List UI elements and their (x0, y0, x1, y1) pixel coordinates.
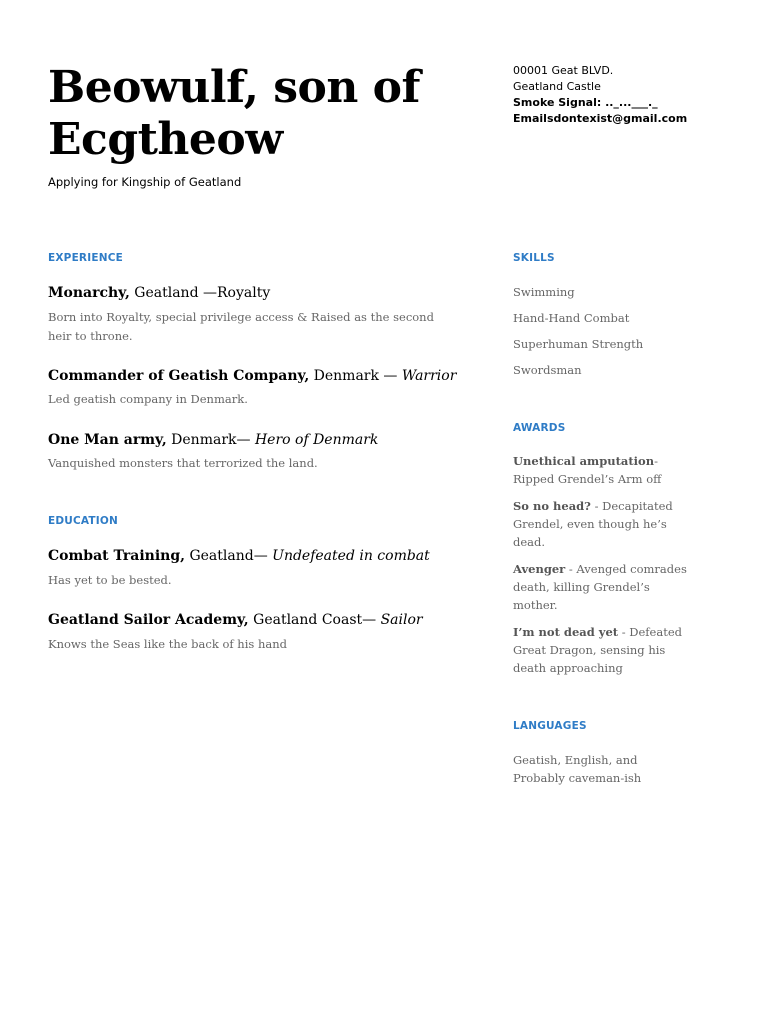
education-location: Geatland— (185, 548, 273, 564)
experience-location: Denmark— (166, 432, 255, 448)
awards-heading: AWARDS (513, 422, 566, 434)
award-item (513, 452, 688, 488)
education-heading: EDUCATION (48, 515, 119, 527)
award-item (513, 623, 688, 677)
tagline: Applying for Kingship of Geatland (48, 175, 242, 189)
experience-description: Vanquished monsters that terrorized the land. (48, 456, 318, 470)
experience-heading: EXPERIENCE (48, 252, 123, 264)
education-item-title (48, 548, 430, 564)
award-title: I’m not dead yet (513, 625, 619, 639)
contact-block (513, 63, 753, 127)
experience-role: Warrior (401, 368, 457, 384)
experience-description: Led geatish company in Denmark. (48, 392, 248, 406)
award-title: Avenger (513, 562, 566, 576)
education-item-title (48, 612, 423, 628)
award-title: Unethical amputation (513, 454, 655, 468)
experience-role: Hero of Denmark (254, 432, 379, 448)
experience-description: Born into Royalty, special privilege access & Raised as the second heir to throne. (48, 310, 434, 343)
experience-org: One Man army, (48, 432, 167, 448)
education-location: Geatland Coast— (248, 612, 381, 628)
languages-text: Geatish, English, and Probably caveman-ish (513, 753, 642, 785)
education-role: Undefeated in combat (272, 548, 430, 564)
award-description: - Avenged comrades death, killing Grendel’s mother. (513, 562, 687, 612)
education-org: Combat Training, (48, 548, 185, 564)
award-description: - Decapitated Grendel, even though he’s dead. (513, 499, 673, 549)
experience-item-title (48, 368, 456, 384)
experience-item-title (48, 285, 270, 301)
skill-item: Swimming (513, 285, 575, 299)
award-item (513, 560, 688, 614)
award-description: - Defeated Great Dragon, sensing his death approaching (513, 625, 683, 675)
award-description: - Ripped Grendel’s Arm off (513, 454, 662, 486)
experience-location: Denmark — (309, 368, 402, 384)
award-title: So no head? (513, 499, 591, 513)
experience-role: Royalty (217, 285, 271, 301)
education-description: Knows the Seas like the back of his hand (48, 637, 287, 651)
applicant-name: Beowulf, son of Ecgtheow (48, 62, 420, 165)
languages-heading: LANGUAGES (513, 720, 587, 732)
smoke-signal: Smoke Signal: .._...___._ (513, 96, 658, 109)
skill-item: Swordsman (513, 363, 582, 377)
skill-item: Hand-Hand Combat (513, 311, 630, 325)
address-line-1: 00001 Geat BLVD. (513, 64, 614, 77)
skills-heading: SKILLS (513, 252, 555, 264)
experience-org: Monarchy, (48, 285, 130, 301)
education-org: Geatland Sailor Academy, (48, 612, 249, 628)
experience-item-title (48, 432, 378, 448)
award-item (513, 497, 688, 551)
experience-location: Geatland — (129, 285, 217, 301)
education-description: Has yet to be bested. (48, 573, 172, 587)
experience-org: Commander of Geatish Company, (48, 368, 310, 384)
education-role: Sailor (380, 612, 423, 628)
address-line-2: Geatland Castle (513, 80, 601, 93)
email[interactable]: Emailsdontexist@gmail.com (513, 112, 688, 125)
skill-item: Superhuman Strength (513, 337, 644, 351)
